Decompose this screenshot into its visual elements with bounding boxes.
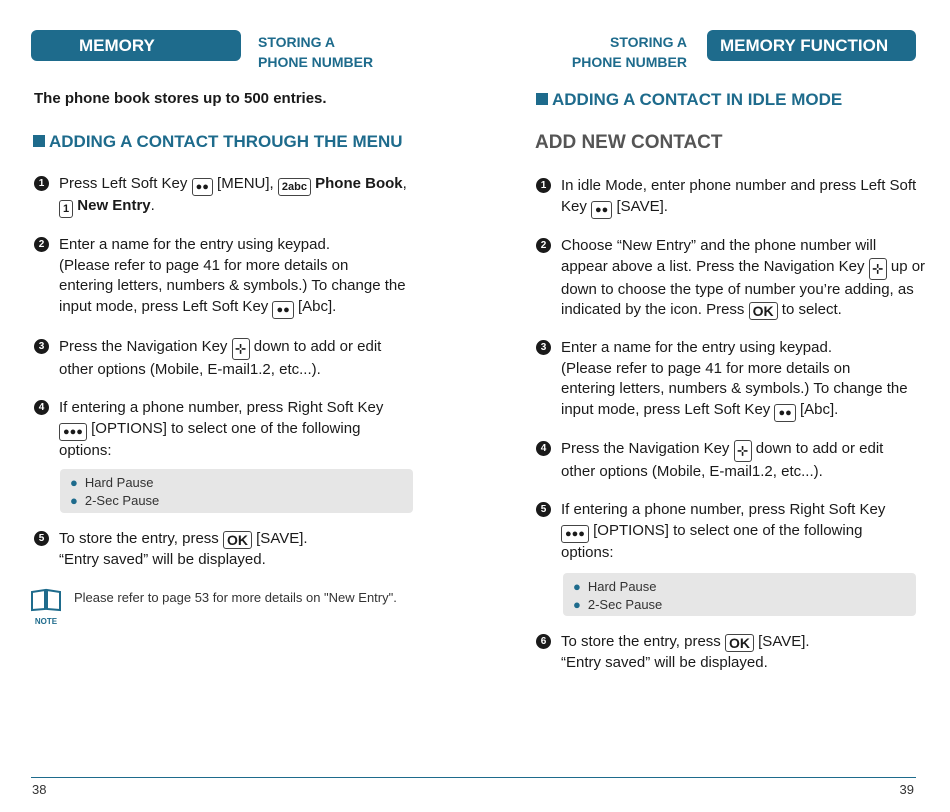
step-line: Enter a name for the entry using keypad. bbox=[561, 339, 832, 356]
option-label: Hard Pause bbox=[587, 579, 657, 594]
option-item bbox=[573, 596, 916, 614]
section-title bbox=[258, 32, 373, 72]
step-text: [SAVE]. bbox=[256, 530, 308, 547]
step-line: Enter a name for the entry using keypad. bbox=[59, 236, 330, 253]
step-6 bbox=[536, 632, 936, 673]
note-text: Please refer to page 53 for more details on "New Entry". bbox=[74, 590, 397, 605]
step-text: [SAVE]. bbox=[616, 197, 668, 215]
step-number: 3 bbox=[34, 339, 49, 354]
step-bold-text: New Entry bbox=[77, 197, 151, 214]
left-soft-key-icon: ●● bbox=[272, 301, 293, 319]
left-soft-key-icon: ●● bbox=[591, 201, 612, 219]
step-text: [OPTIONS] to select one of the following bbox=[593, 521, 863, 539]
step-number: 1 bbox=[536, 178, 551, 193]
page-number: 39 bbox=[899, 782, 914, 797]
options-box bbox=[60, 469, 413, 513]
step-line: If entering a phone number, press Right Soft Key bbox=[59, 399, 384, 416]
intro-text: The phone book stores up to 500 entries. bbox=[34, 90, 327, 107]
chapter-tab: MEMORY FUNCTION bbox=[31, 30, 241, 61]
option-label: 2-Sec Pause bbox=[84, 493, 160, 508]
footer-divider bbox=[31, 777, 475, 778]
step-text: [Abc]. bbox=[297, 297, 337, 315]
step-text: , bbox=[402, 175, 407, 192]
step-number: 3 bbox=[536, 340, 551, 355]
step-line: If entering a phone number, press Right Soft Key bbox=[561, 501, 886, 518]
step-4 bbox=[536, 439, 936, 483]
step-text: indicated by the icon. Press bbox=[561, 301, 745, 318]
square-bullet-icon bbox=[536, 93, 548, 105]
step-text: down to add or edit bbox=[253, 338, 382, 355]
step-number: 2 bbox=[536, 238, 551, 253]
step-line: “Entry saved” will be displayed. bbox=[59, 550, 266, 568]
step-text: appear above a list. Press the Navigation Key bbox=[561, 257, 865, 275]
step-line: options: bbox=[561, 543, 614, 561]
options-box bbox=[563, 573, 916, 616]
step-text: [OPTIONS] to select one of the following bbox=[91, 419, 361, 437]
section-title bbox=[572, 32, 687, 72]
step-line: “Entry saved” will be displayed. bbox=[561, 653, 768, 671]
step-line: other options (Mobile, E-mail1.2, etc...). bbox=[561, 463, 823, 480]
step-text: input mode, press Left Soft Key bbox=[561, 400, 771, 418]
left-soft-key-icon: ●● bbox=[774, 404, 795, 422]
step-line: (Please refer to page 41 for more details on bbox=[561, 359, 851, 377]
step-text: To store the entry, press bbox=[59, 530, 219, 547]
step-3 bbox=[34, 337, 454, 381]
step-number: 5 bbox=[34, 531, 49, 546]
right-soft-key-icon: ●●● bbox=[561, 525, 589, 543]
step-5 bbox=[536, 500, 936, 563]
step-number: 4 bbox=[536, 441, 551, 456]
step-line: In idle Mode, enter phone number and press Left Soft bbox=[561, 177, 917, 194]
step-line: (Please refer to page 41 for more details on bbox=[59, 256, 349, 274]
section-heading-text: ADDING A CONTACT THROUGH THE MENU bbox=[49, 132, 403, 151]
step-3 bbox=[536, 338, 936, 422]
step-text: up or bbox=[890, 257, 926, 275]
step-number: 5 bbox=[536, 502, 551, 517]
section-heading bbox=[33, 132, 403, 152]
bullet-icon: ● bbox=[573, 579, 581, 594]
navigation-key-icon: ⊹ bbox=[869, 258, 887, 280]
step-bold-text: Phone Book bbox=[315, 175, 403, 192]
step-text: Press the Navigation Key bbox=[59, 338, 228, 355]
note-label: NOTE bbox=[34, 617, 58, 626]
step-text: [Abc]. bbox=[799, 400, 839, 418]
step-number: 1 bbox=[34, 176, 49, 191]
step-2 bbox=[536, 236, 936, 321]
step-line: down to choose the type of number you’re adding, as bbox=[561, 280, 914, 298]
step-2 bbox=[34, 235, 454, 319]
step-1 bbox=[34, 174, 454, 218]
section-title-line2: PHONE NUMBER bbox=[571, 54, 687, 70]
ok-key-icon: OK bbox=[725, 634, 754, 652]
step-number: 6 bbox=[536, 634, 551, 649]
ok-key-icon: OK bbox=[223, 531, 252, 549]
option-item bbox=[70, 492, 413, 510]
section-title-line1: STORING A bbox=[258, 34, 336, 50]
step-line: entering letters, numbers & symbols.) To change the bbox=[561, 380, 908, 397]
page-number: 38 bbox=[32, 782, 47, 797]
step-text: To store the entry, press bbox=[561, 633, 721, 650]
square-bullet-icon bbox=[33, 135, 45, 147]
step-text: to select. bbox=[781, 301, 842, 318]
key-2-icon: 2abc bbox=[278, 178, 311, 196]
bullet-icon: ● bbox=[573, 597, 581, 612]
section-title-line2: PHONE NUMBER bbox=[258, 54, 374, 70]
option-label: 2-Sec Pause bbox=[587, 597, 663, 612]
step-text: down to add or edit bbox=[755, 440, 884, 457]
key-1-icon: 1 bbox=[59, 200, 73, 218]
step-text: Press the Navigation Key bbox=[561, 440, 730, 457]
step-line: entering letters, numbers & symbols.) To change the bbox=[59, 277, 406, 294]
step-number: 2 bbox=[34, 237, 49, 252]
step-text: [SAVE]. bbox=[758, 633, 810, 650]
option-label: Hard Pause bbox=[84, 475, 154, 490]
option-item bbox=[70, 474, 413, 492]
bullet-icon: ● bbox=[70, 493, 78, 508]
step-4 bbox=[34, 398, 454, 461]
left-soft-key-icon: ●● bbox=[192, 178, 213, 196]
step-line: options: bbox=[59, 441, 112, 459]
ok-key-icon: OK bbox=[749, 302, 778, 320]
step-text: [MENU], bbox=[217, 175, 274, 192]
footer-divider bbox=[475, 777, 916, 778]
page-subtitle: ADD NEW CONTACT bbox=[535, 132, 723, 153]
navigation-key-icon: ⊹ bbox=[734, 440, 752, 462]
step-text: Key bbox=[561, 197, 587, 215]
step-number: 4 bbox=[34, 400, 49, 415]
right-page bbox=[475, 0, 950, 812]
note-book-icon bbox=[30, 588, 62, 626]
right-soft-key-icon: ●●● bbox=[59, 423, 87, 441]
step-line: Choose “New Entry” and the phone number will bbox=[561, 237, 877, 254]
step-1 bbox=[536, 176, 936, 219]
section-heading-text: ADDING A CONTACT IN IDLE MODE bbox=[552, 90, 843, 109]
section-heading bbox=[536, 90, 842, 110]
step-line: other options (Mobile, E-mail1.2, etc...). bbox=[59, 361, 321, 378]
step-5 bbox=[34, 529, 454, 570]
step-text: Press Left Soft Key bbox=[59, 175, 188, 192]
chapter-tab: MEMORY FUNCTION bbox=[707, 30, 916, 61]
navigation-key-icon: ⊹ bbox=[232, 338, 250, 360]
option-item bbox=[573, 578, 916, 596]
step-text: . bbox=[150, 197, 155, 214]
section-title-line1: STORING A bbox=[609, 34, 687, 50]
bullet-icon: ● bbox=[70, 475, 78, 490]
step-text: input mode, press Left Soft Key bbox=[59, 297, 269, 315]
